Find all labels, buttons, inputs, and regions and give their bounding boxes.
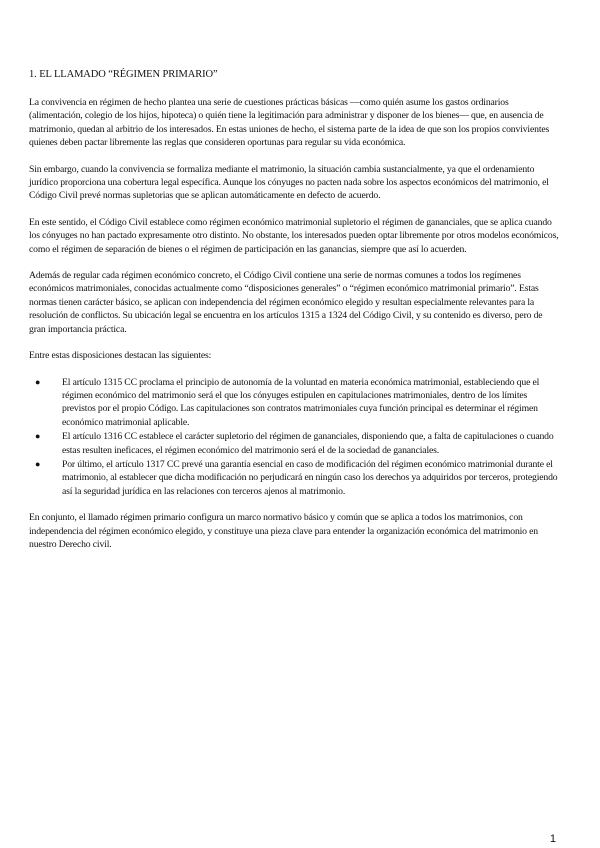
paragraph-3: En este sentido, el Código Civil establece como régimen económico matrimonial supletorio el régimen de gananciales, que se aplica cuando los cónyuges no han pactado expresamente otro distinto. No obstante, los interesados pueden optar libremente por otros modelos económicos, como el régimen de separación de bienes o el régimen de participación en las ganancias, siempre que así lo acuerden. (29, 216, 559, 255)
list-item (29, 458, 559, 498)
conclusion-paragraph: En conjunto, el llamado régimen primario configura un marco normativo básico y común que se aplica a todos los matrimonios, con independencia del régimen económico elegido, y constituye una pieza clave para entender la organización económica del matrimonio en nuestro Derecho civil. (29, 512, 538, 550)
list-item (29, 430, 559, 457)
paragraph-4: Además de regular cada régimen económico concreto, el Código Civil contiene una serie de normas comunes a todos los regímenes económicos matrimoniales, conocidas actualmente como “disposiciones generales” o “régimen económico matrimonial primario”. Estas normas tienen carácter básico, se aplican con independencia del régimen económico elegido y resultan especialmente relevantes para la resolución de conflictos. Su ubicación legal se encuentra en los artículos 1315 a 1324 del Código Civil, y su contenido es diverso, pero de gran importancia práctica. (29, 270, 543, 335)
paragraph-5: Entre estas disposiciones destacan las siguientes: (29, 350, 212, 362)
bullet-icon: ● (35, 458, 41, 469)
bullet-icon: ● (35, 431, 41, 442)
page-number: 1 (549, 833, 556, 845)
paragraph-2: Sin embargo, cuando la convivencia se formaliza mediante el matrimonio, la situación cambia sustancialmente, ya que el ordenamiento jurídico proporciona una cobertura legal específica. Aunque los cónyuges no pacten nada sobre los aspectos económicos del matrimonio, el Código Civil prevé normas supletorias que se aplican automáticamente en defecto de acuerdo. (29, 163, 549, 202)
bullet-icon: ● (35, 376, 41, 387)
bullet-list (29, 376, 559, 499)
list-item-text: El artículo 1315 CC proclama el principio de autonomía de la voluntad en materia económica matrimonial, estableciendo que el régimen económico del matrimonio será el que los cónyuges estipulen en capitulaciones matrimoniales, dentro de los límites previstos por el propio Código. Las capitulaciones son contratos matrimoniales cuya función principal es determinar el régimen económico matrimonial aplicable. (62, 376, 540, 428)
section-heading: 1. EL LLAMADO “RÉGIMEN PRIMARIO” (29, 69, 218, 80)
list-item-text: El artículo 1316 CC establece el carácter supletorio del régimen de gananciales, disponiendo que, a falta de capitulaciones o cuando estas resulten ineficaces, el régimen económico del matrimonio será el de la sociedad de gananciales. (62, 431, 554, 456)
list-item (29, 376, 559, 430)
list-item-text: Por último, el artículo 1317 CC prevé una garantía esencial en caso de modificación del régimen económico matrimonial durante el matrimonio, al establecer que dicha modificación no perjudicará en ningún caso los derechos ya adquiridos por terceros, protegiendo así la seguridad jurídica en las relaciones con terceros ajenos al matrimonio. (62, 458, 558, 497)
document-page (29, 68, 559, 564)
paragraph-1: La convivencia en régimen de hecho plantea una serie de cuestiones prácticas básicas —como quién asume los gastos ordinarios (alimentación, colegio de los hijos, hipoteca) o quién tiene la legitimación para administrar y disponer de los bienes— que, en ausencia de matrimonio, quedan al arbitrio de los interesados. En estas uniones de hecho, el sistema parte de la idea de que son los propios convivientes quienes deben pactar libremente las reglas que consideren oportunas para regular su vida económica. (29, 97, 550, 149)
